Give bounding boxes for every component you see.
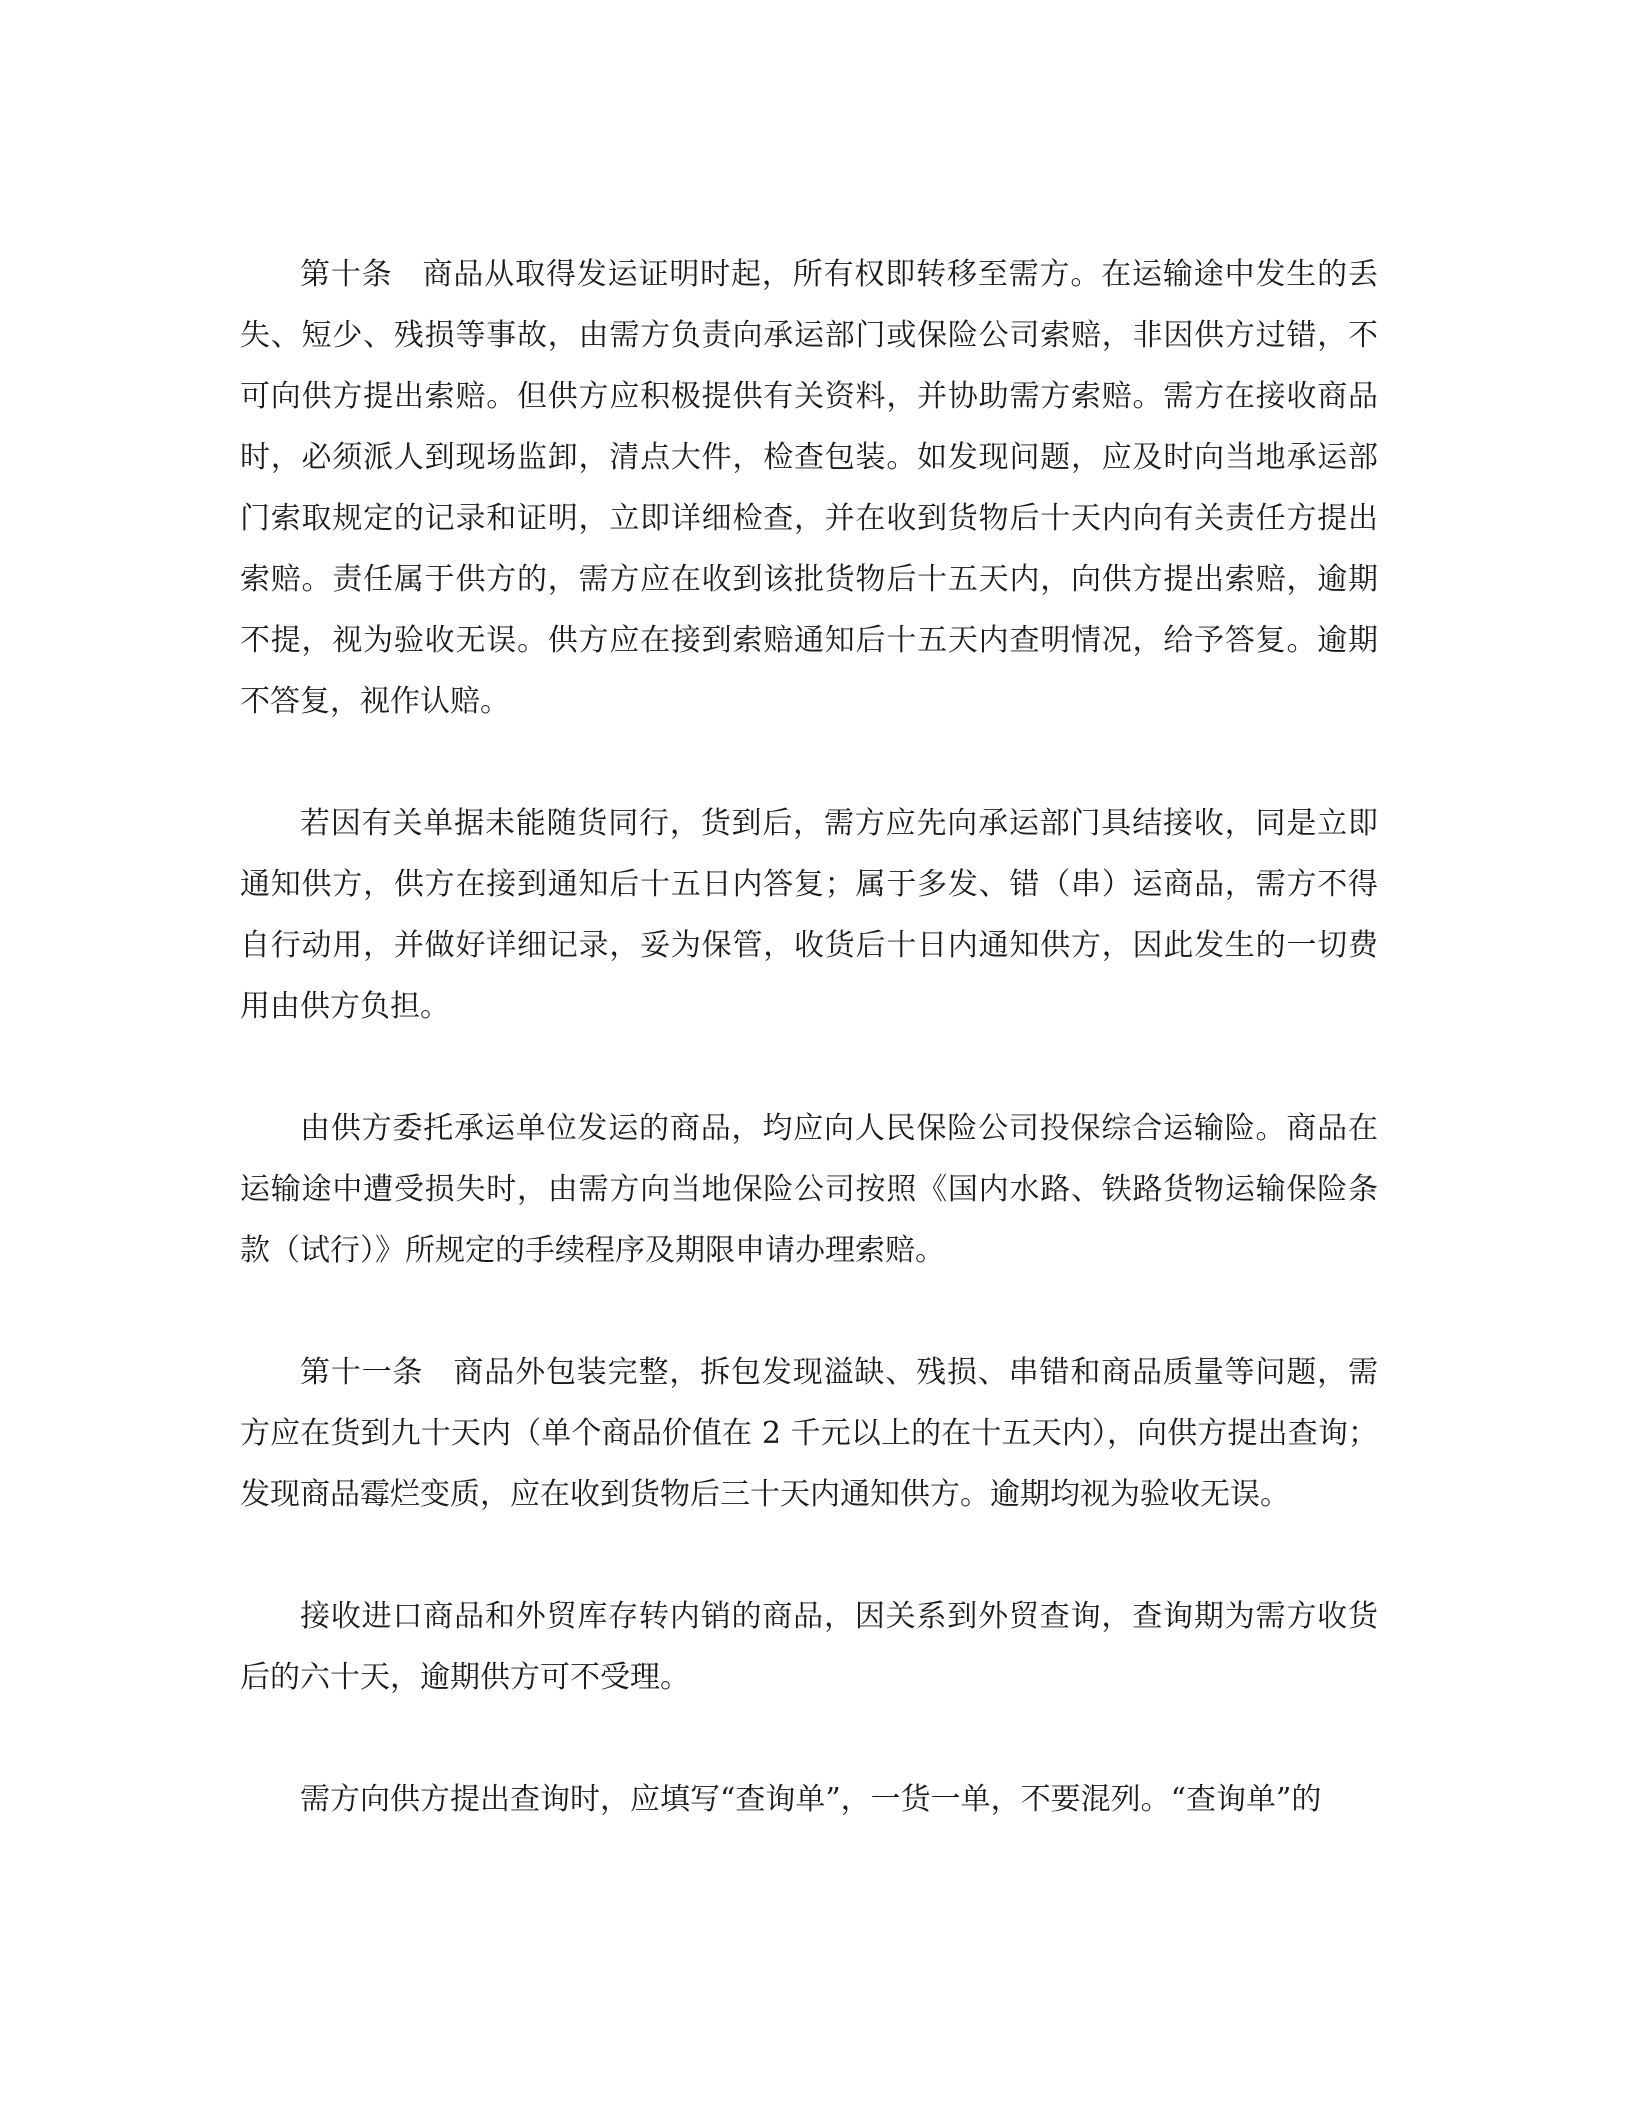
paragraph-import-goods	[240, 1586, 1378, 1708]
paragraph-text: 若因有关单据未能随货同行，货到后，需方应先向承运部门具结接收，同是立即通知供方，供方在接到通知后十五日内答复；属于多发、错（串）运商品，需方不得自行动用，并做好详细记录，妥为保管，收货后十日内通知供方，因此发生的一切费用由供方负担。	[240, 806, 1378, 1024]
paragraph-text: 需方向供方提出查询时，应填写“查询单”，一货一单，不要混列。“查询单”的	[300, 1782, 1322, 1817]
paragraph-text: 商品从取得发运证明时起，所有权即转移至需方。在运输途中发生的丢失、短少、残损等事故，由需方负责向承运部门或保险公司索赔，非因供方过错，不可向供方提出索赔。但供方应积极提供有关资料，并协助需方索赔。需方在接收商品时，必须派人到现场监卸，清点大件，检查包装。如发现问题，应及时向当地承运部门索取规定的记录和证明，立即详细检查，并在收到货物后十天内向有关责任方提出索赔。责任属于供方的，需方应在收到该批货物后十五天内，向供方提出索赔，逾期不提，视为验收无误。供方应在接到索赔通知后十五天内查明情况，给予答复。逾期不答复，视作认赔。	[240, 257, 1379, 719]
paragraph-missing-documents	[240, 793, 1378, 1037]
article-number: 第十一条	[300, 1355, 424, 1390]
paragraph-article-11	[240, 1342, 1378, 1525]
paragraph-article-10	[240, 244, 1378, 732]
paragraph-text: 商品外包装完整，拆包发现溢缺、残损、串错和商品质量等问题，需方应在货到九十天内（单个商品价值在 2 千元以上的在十五天内），向供方提出查询；发现商品霉烂变质，应在收到货物后三十天内通知供方。逾期均视为验收无误。	[240, 1355, 1379, 1512]
document-body	[240, 244, 1378, 1830]
article-number: 第十条	[300, 257, 393, 292]
paragraph-transport-insurance	[240, 1098, 1378, 1281]
paragraph-inquiry-form	[240, 1769, 1378, 1830]
paragraph-text: 由供方委托承运单位发运的商品，均应向人民保险公司投保综合运输险。商品在运输途中遭受损失时，由需方向当地保险公司按照《国内水路、铁路货物运输保险条款（试行）》所规定的手续程序及期限申请办理索赔。	[240, 1111, 1378, 1268]
paragraph-text: 接收进口商品和外贸库存转内销的商品，因关系到外贸查询，查询期为需方收货后的六十天，逾期供方可不受理。	[240, 1599, 1378, 1695]
